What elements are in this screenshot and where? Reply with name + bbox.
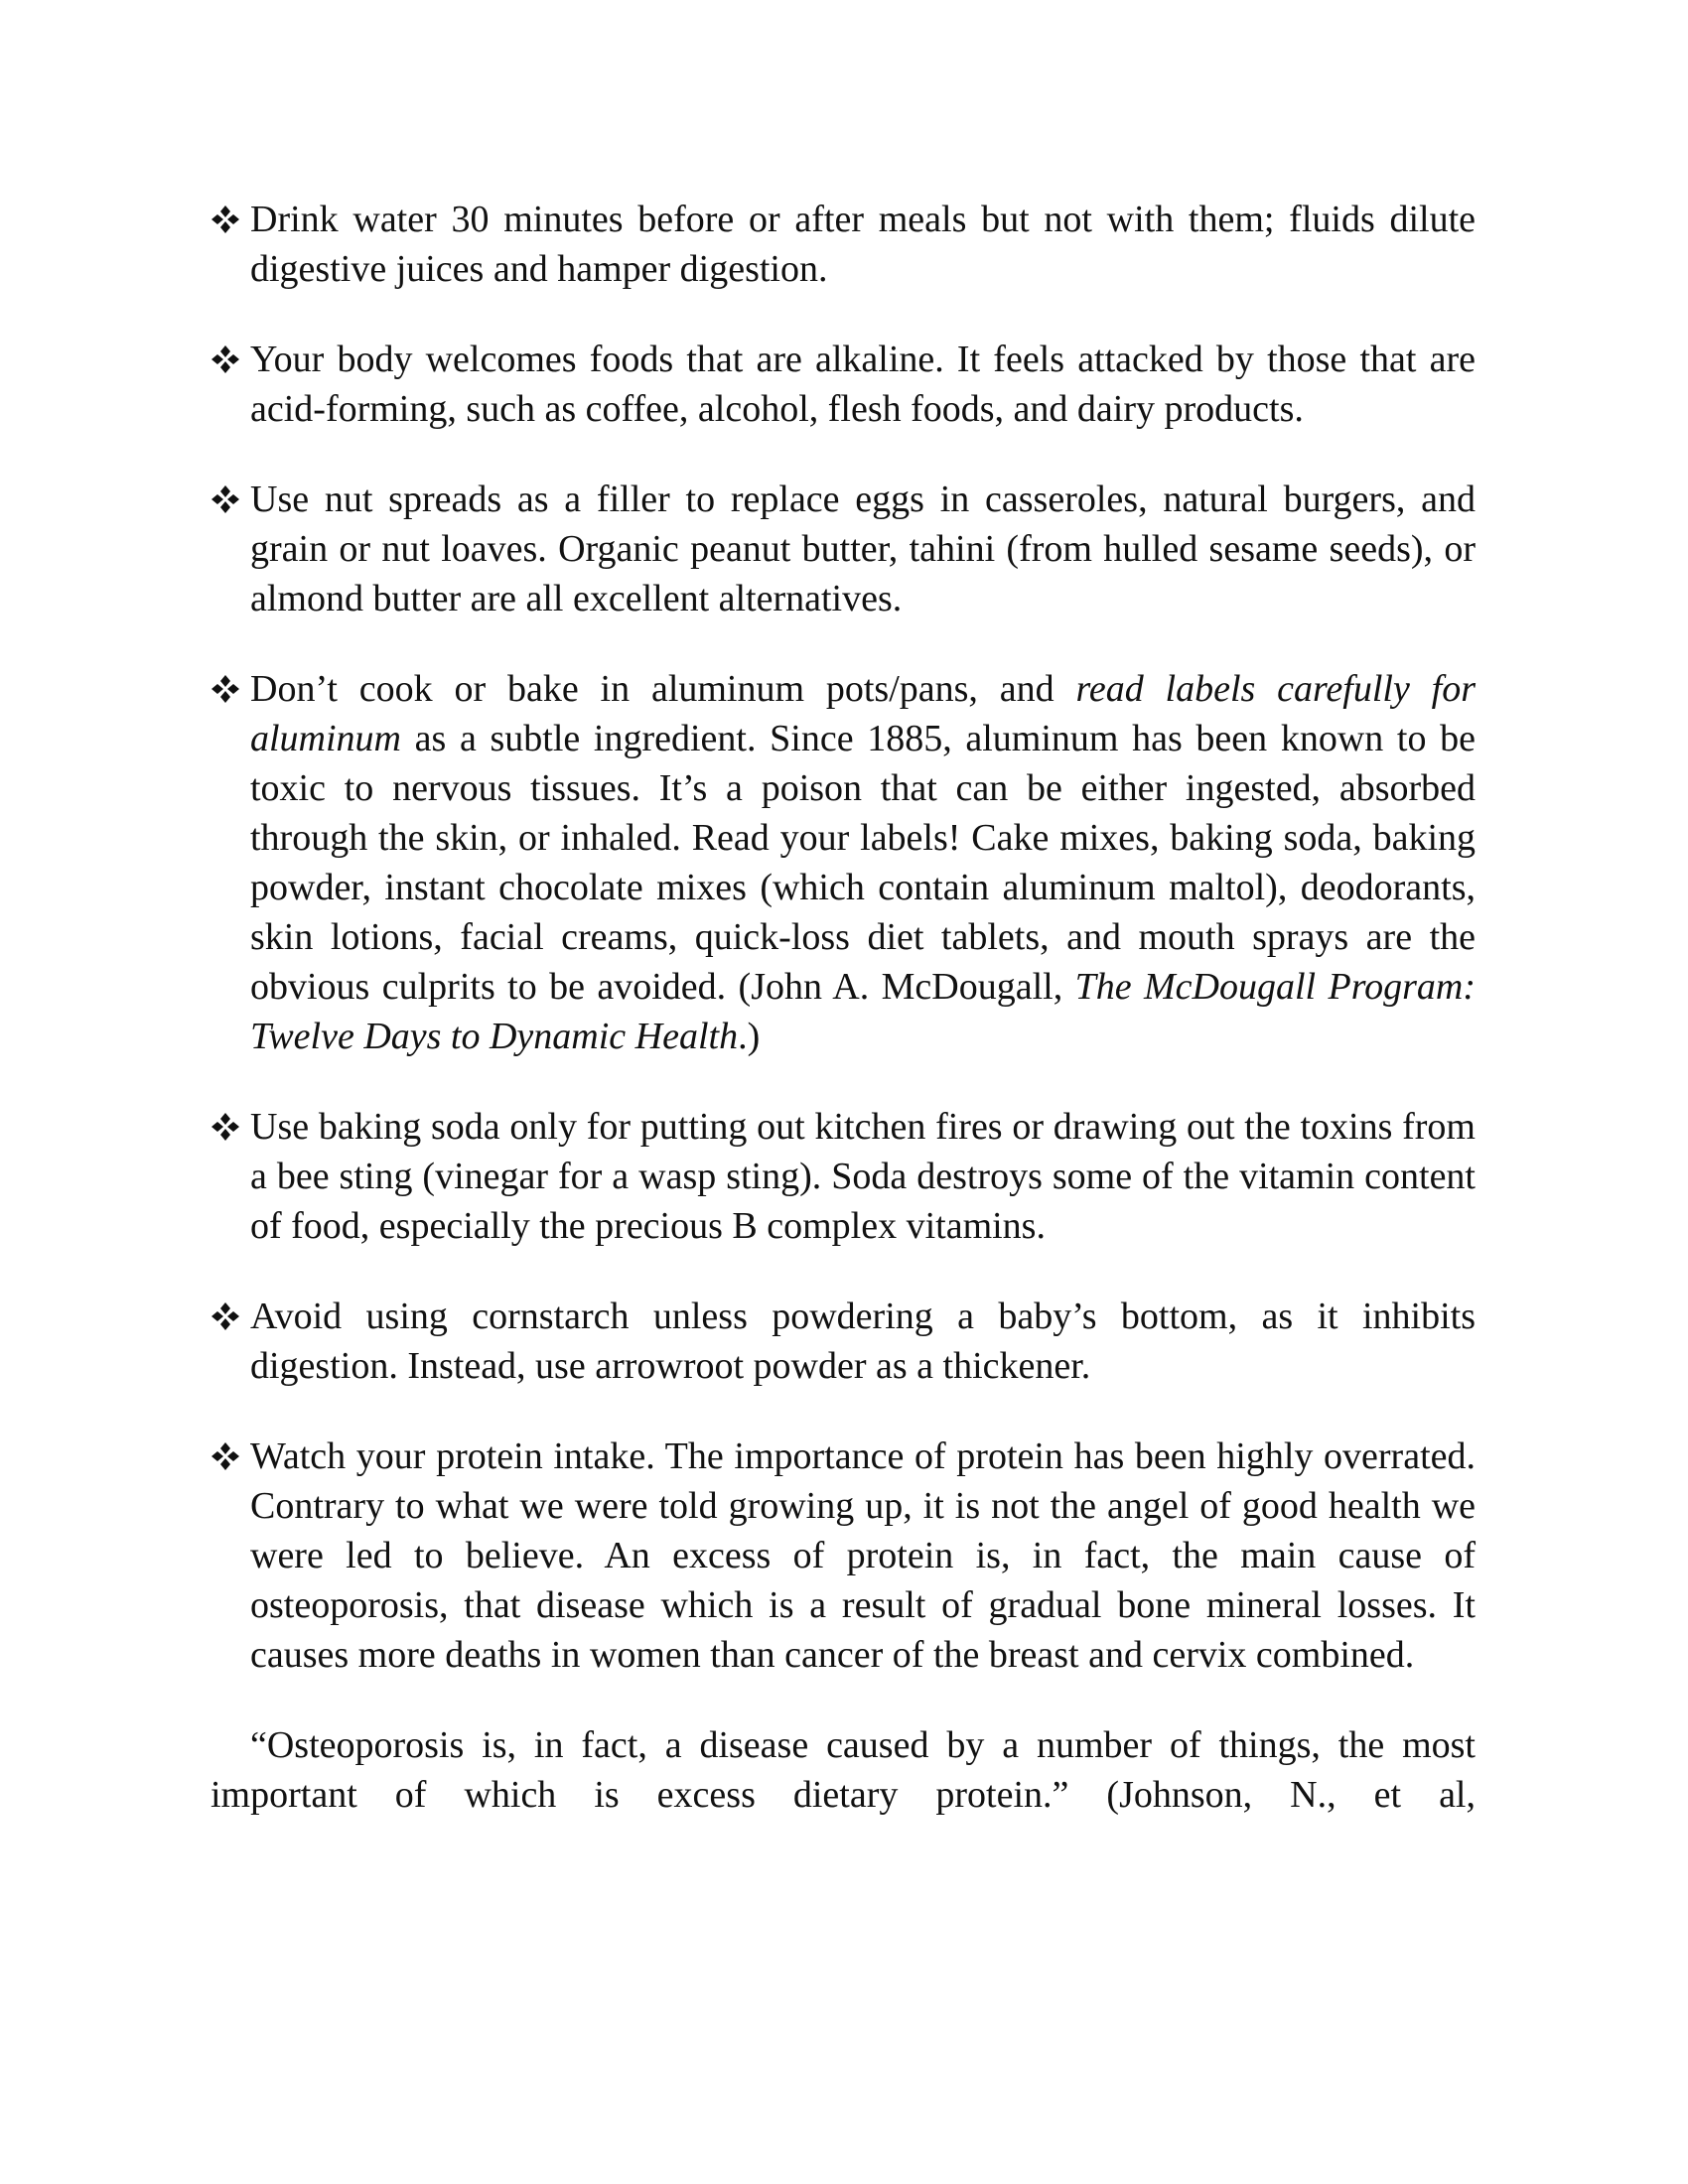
emphasis-text: read labels carefully for aluminum: [250, 668, 1476, 759]
four-diamond-bullet-icon: [211, 1441, 240, 1471]
list-item: [211, 1102, 1476, 1251]
list-item-text: Your body welcomes foods that are alkaline. It feels attacked by those that are acid-forming, such as coffee, alcohol, flesh foods, and dairy products.: [250, 339, 1476, 430]
quote-paragraph: “Osteoporosis is, in fact, a disease caused by a number of things, the most important of which is excess dietary protein.” (Johnson, N., et al,: [211, 1724, 1476, 1816]
four-diamond-bullet-icon: [211, 344, 240, 374]
text-segment: as a subtle ingredient. Since 1885, aluminum has been known to be toxic to nervous tissues. It’s a poison that can be either ingested, absorbed through the skin, or inhaled. Read your labels! Cake mixes, baking soda, baking powder, instant chocolate mixes (which contain aluminum maltol), deodorants, skin lotions, facial creams, quick-loss diet tablets, and mouth sprays are the obvious culprits to be avoided. (John A. McDougall,: [250, 718, 1476, 1008]
list-item: [211, 1292, 1476, 1391]
list-item: [211, 195, 1476, 294]
list-item-text: [250, 668, 1476, 1057]
four-diamond-bullet-icon: [211, 205, 240, 234]
text-segment: .): [738, 1016, 761, 1057]
list-item-text: Watch your protein intake. The importance of protein has been highly overrated. Contrary to what we were told growing up, it is not the angel of good health we were led to believe. An excess of protein is, in fact, the main cause of osteoporosis, that disease which is a result of gradual bone mineral losses. It causes more deaths in women than cancer of the breast and cervix combined.: [250, 1435, 1476, 1676]
document-page: [211, 195, 1476, 1820]
four-diamond-bullet-icon: [211, 484, 240, 514]
text-segment: Don’t cook or bake in aluminum pots/pans, and: [250, 668, 1076, 710]
four-diamond-bullet-icon: [211, 1112, 240, 1142]
four-diamond-bullet-icon: [211, 674, 240, 704]
list-item-text: Drink water 30 minutes before or after meals but not with them; fluids dilute digestive juices and hamper digestion.: [250, 199, 1476, 290]
list-item-text: Avoid using cornstarch unless powdering a baby’s bottom, as it inhibits digestion. Instead, use arrowroot powder as a thickener.: [250, 1296, 1476, 1387]
list-item-text: Use nut spreads as a filler to replace eggs in casseroles, natural burgers, and grain or nut loaves. Organic peanut butter, tahini (from hulled sesame seeds), or almond butter are all excellent alternatives.: [250, 478, 1476, 619]
list-item: [211, 335, 1476, 434]
list-item: [211, 475, 1476, 623]
four-diamond-bullet-icon: [211, 1301, 240, 1331]
list-item-text: Use baking soda only for putting out kitchen fires or drawing out the toxins from a bee sting (vinegar for a wasp sting). Soda destroys some of the vitamin content of food, especially the precious B complex vitamins.: [250, 1106, 1476, 1247]
book-title: The McDougall Program: Twelve Days to Dynamic Health: [250, 966, 1476, 1057]
tips-list: [211, 195, 1476, 1680]
list-item: [211, 664, 1476, 1061]
list-item: [211, 1432, 1476, 1680]
